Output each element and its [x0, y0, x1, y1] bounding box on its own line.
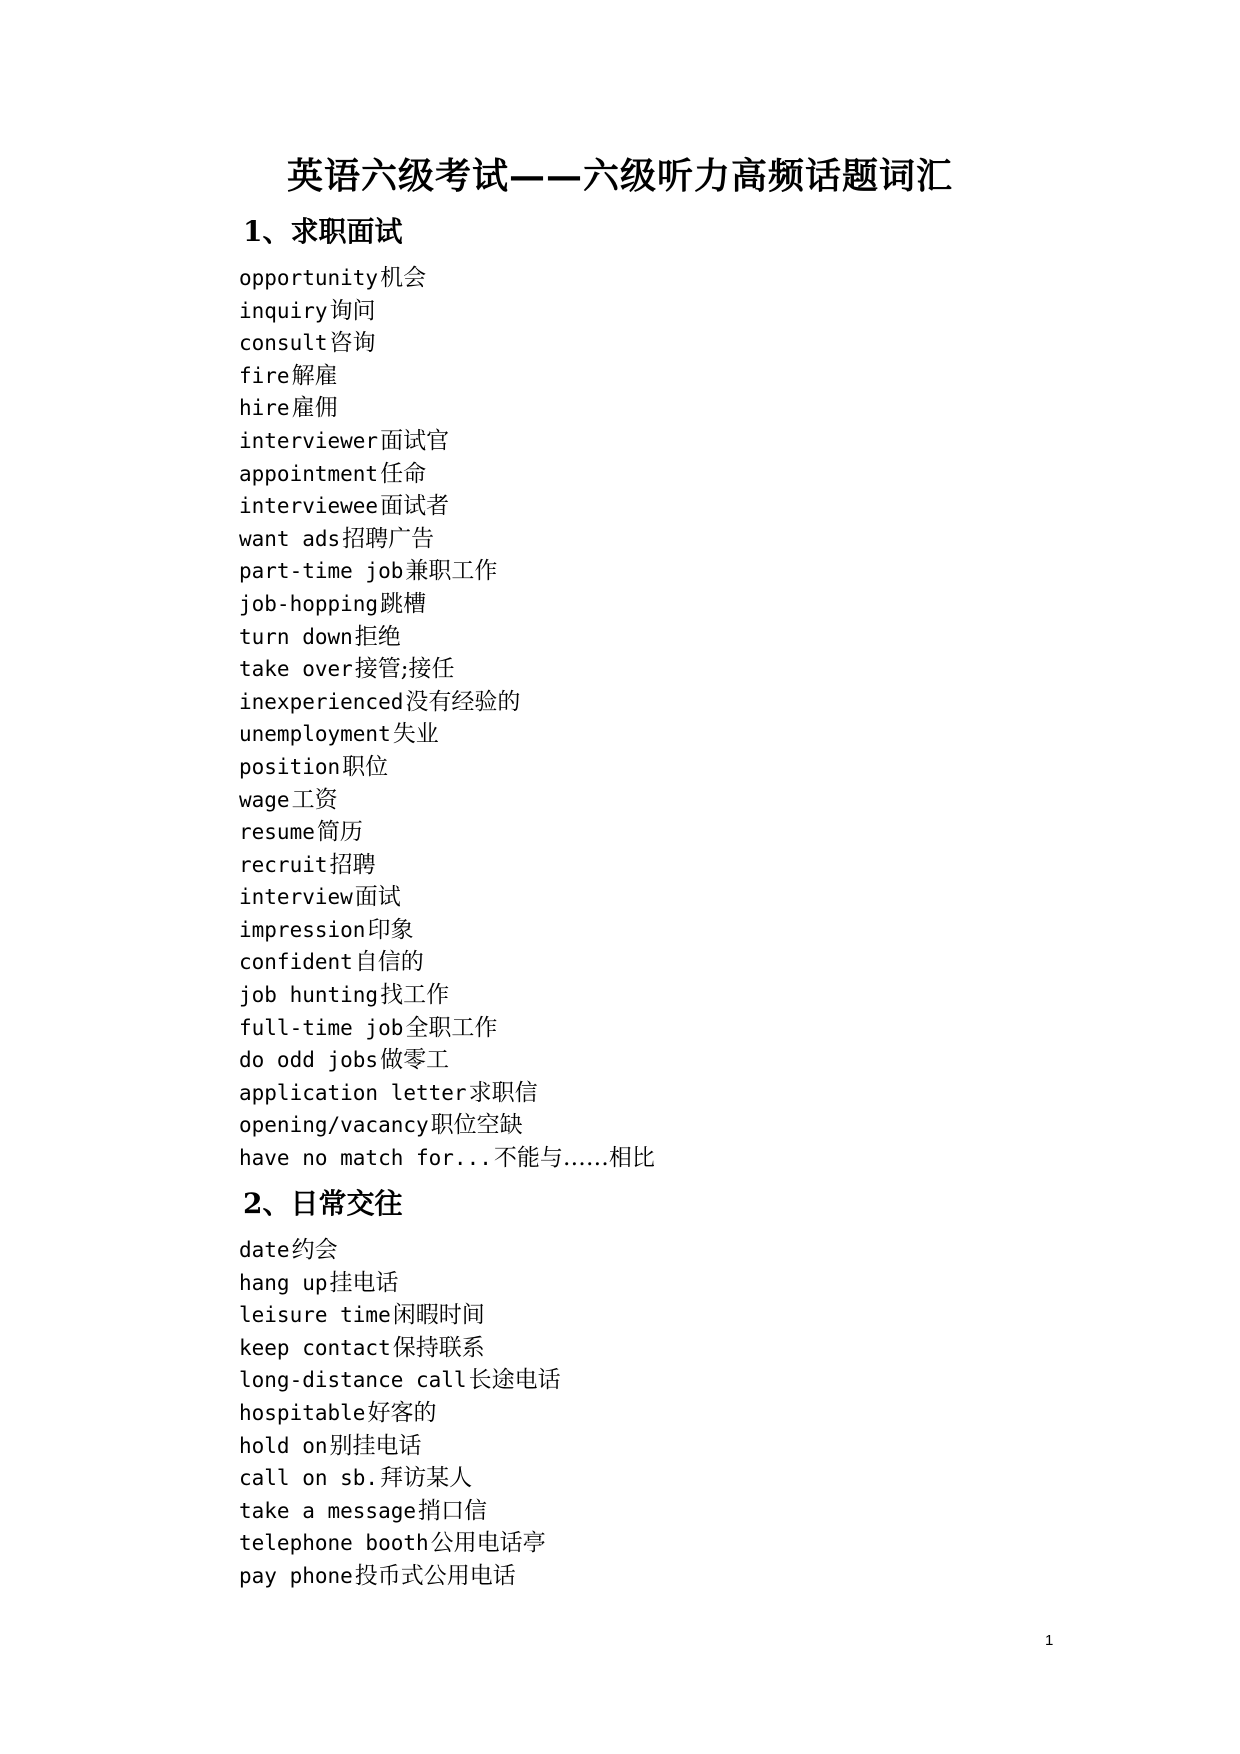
vocabulary-entry — [239, 523, 655, 556]
vocabulary-entry — [239, 621, 655, 654]
chinese-meaning: 印象 — [367, 916, 414, 943]
english-term: job hunting — [239, 983, 379, 1008]
chinese-meaning: 捎口信 — [418, 1497, 488, 1524]
chinese-meaning: 面试 — [354, 884, 401, 911]
english-term: recruit — [239, 852, 328, 877]
english-term: position — [239, 754, 341, 779]
english-term: hire — [239, 396, 290, 421]
english-term: call on sb. — [239, 1466, 379, 1491]
vocabulary-entry — [239, 849, 655, 882]
english-term: hold on — [239, 1433, 328, 1458]
chinese-meaning: 面试官 — [380, 427, 450, 454]
chinese-meaning: 全职工作 — [405, 1014, 498, 1041]
vocabulary-entry — [239, 1044, 655, 1077]
chinese-meaning: 解雇 — [291, 362, 338, 389]
english-term: consult — [239, 331, 328, 356]
vocabulary-entry — [239, 1332, 561, 1365]
vocabulary-entry — [239, 1012, 655, 1045]
chinese-meaning: 挂电话 — [329, 1269, 399, 1296]
chinese-meaning: 兼职工作 — [405, 558, 498, 585]
section-heading-daily-communication: 2、日常交往 — [243, 1187, 403, 1220]
vocabulary-entry — [239, 360, 655, 393]
english-term: job-hopping — [239, 591, 379, 616]
english-term: have no match for... — [239, 1146, 492, 1171]
english-term: resume — [239, 820, 315, 845]
chinese-meaning: 做零工 — [380, 1047, 450, 1074]
english-term: opportunity — [239, 266, 379, 290]
english-term: unemployment — [239, 722, 391, 747]
vocabulary-entry — [239, 653, 655, 686]
english-term: part-time job — [239, 559, 404, 584]
chinese-meaning: 拒绝 — [354, 623, 401, 650]
vocabulary-entry — [239, 262, 655, 295]
chinese-meaning: 职位空缺 — [430, 1112, 523, 1139]
english-term: telephone booth — [239, 1531, 429, 1556]
chinese-meaning: 接管;接任 — [354, 656, 455, 683]
chinese-meaning: 简历 — [316, 819, 363, 846]
english-term: want ads — [239, 526, 341, 551]
vocabulary-entry — [239, 1142, 655, 1175]
chinese-meaning: 约会 — [291, 1237, 338, 1263]
vocabulary-entry — [239, 1527, 561, 1560]
english-term: leisure time — [239, 1303, 391, 1328]
vocabulary-entry — [239, 1234, 561, 1267]
vocabulary-entry — [239, 1267, 561, 1300]
chinese-meaning: 求职信 — [468, 1079, 538, 1106]
vocabulary-entry — [239, 1077, 655, 1110]
chinese-meaning: 跳槽 — [380, 590, 427, 617]
vocabulary-entry — [239, 1462, 561, 1495]
vocabulary-list-daily-communication — [239, 1234, 561, 1593]
chinese-meaning: 投币式公用电话 — [354, 1562, 516, 1589]
english-term: do odd jobs — [239, 1048, 379, 1073]
vocabulary-entry — [239, 588, 655, 621]
vocabulary-entry — [239, 1109, 655, 1142]
vocabulary-entry — [239, 718, 655, 751]
english-term: date — [239, 1238, 290, 1262]
vocabulary-entry — [239, 751, 655, 784]
chinese-meaning: 面试者 — [380, 493, 450, 520]
english-term: take a message — [239, 1498, 417, 1523]
english-term: appointment — [239, 461, 379, 486]
vocabulary-entry — [239, 490, 655, 523]
chinese-meaning: 招聘广告 — [342, 525, 435, 552]
chinese-meaning: 任命 — [380, 460, 427, 487]
english-term: impression — [239, 917, 366, 942]
english-term: fire — [239, 363, 290, 388]
chinese-meaning: 别挂电话 — [329, 1432, 422, 1459]
chinese-meaning: 失业 — [392, 721, 439, 748]
english-term: opening/vacancy — [239, 1113, 429, 1138]
chinese-meaning: 招聘 — [329, 851, 376, 878]
english-term: interviewee — [239, 494, 379, 519]
chinese-meaning: 保持联系 — [392, 1334, 485, 1361]
vocabulary-entry — [239, 1299, 561, 1332]
chinese-meaning: 没有经验的 — [405, 688, 521, 715]
chinese-meaning: 工资 — [291, 786, 338, 813]
english-term: inexperienced — [239, 689, 404, 714]
english-term: interviewer — [239, 428, 379, 453]
vocabulary-entry — [239, 686, 655, 719]
english-term: confident — [239, 950, 353, 975]
vocabulary-entry — [239, 979, 655, 1012]
vocabulary-entry — [239, 1430, 561, 1463]
english-term: long-distance call — [239, 1368, 467, 1393]
english-term: full-time job — [239, 1015, 404, 1040]
vocabulary-entry — [239, 1495, 561, 1528]
chinese-meaning: 拜访某人 — [380, 1465, 473, 1492]
vocabulary-entry — [239, 784, 655, 817]
vocabulary-entry — [239, 946, 655, 979]
section-heading-job-interview: 1、求职面试 — [243, 215, 403, 248]
chinese-meaning: 闲暇时间 — [392, 1302, 485, 1329]
chinese-meaning: 长途电话 — [468, 1367, 561, 1394]
chinese-meaning: 咨询 — [329, 330, 376, 357]
vocabulary-list-job-interview — [239, 262, 655, 1175]
chinese-meaning: 雇佣 — [291, 395, 338, 422]
english-term: inquiry — [239, 298, 328, 323]
vocabulary-entry — [239, 816, 655, 849]
vocabulary-entry — [239, 1364, 561, 1397]
english-term: application letter — [239, 1080, 467, 1105]
english-term: interview — [239, 885, 353, 910]
vocabulary-entry — [239, 1560, 561, 1593]
chinese-meaning: 好客的 — [367, 1399, 437, 1426]
vocabulary-entry — [239, 295, 655, 328]
vocabulary-entry — [239, 458, 655, 491]
vocabulary-entry — [239, 881, 655, 914]
vocabulary-entry — [239, 392, 655, 425]
english-term: hang up — [239, 1270, 328, 1295]
vocabulary-entry — [239, 555, 655, 588]
vocabulary-entry — [239, 425, 655, 458]
chinese-meaning: 不能与……相比 — [493, 1145, 655, 1172]
english-term: keep contact — [239, 1335, 391, 1360]
english-term: pay phone — [239, 1563, 353, 1588]
chinese-meaning: 职位 — [342, 753, 389, 780]
chinese-meaning: 询问 — [329, 297, 376, 324]
english-term: wage — [239, 787, 290, 812]
english-term: turn down — [239, 624, 353, 649]
english-term: hospitable — [239, 1400, 366, 1425]
english-term: take over — [239, 657, 353, 682]
chinese-meaning: 自信的 — [354, 949, 424, 976]
vocabulary-entry — [239, 1397, 561, 1430]
page-number: 1 — [1045, 1632, 1054, 1649]
chinese-meaning: 找工作 — [380, 982, 450, 1009]
chinese-meaning: 公用电话亭 — [430, 1530, 546, 1557]
vocabulary-entry — [239, 914, 655, 947]
chinese-meaning: 机会 — [380, 265, 427, 291]
page-title: 英语六级考试——六级听力高频话题词汇 — [286, 155, 953, 197]
vocabulary-entry — [239, 327, 655, 360]
